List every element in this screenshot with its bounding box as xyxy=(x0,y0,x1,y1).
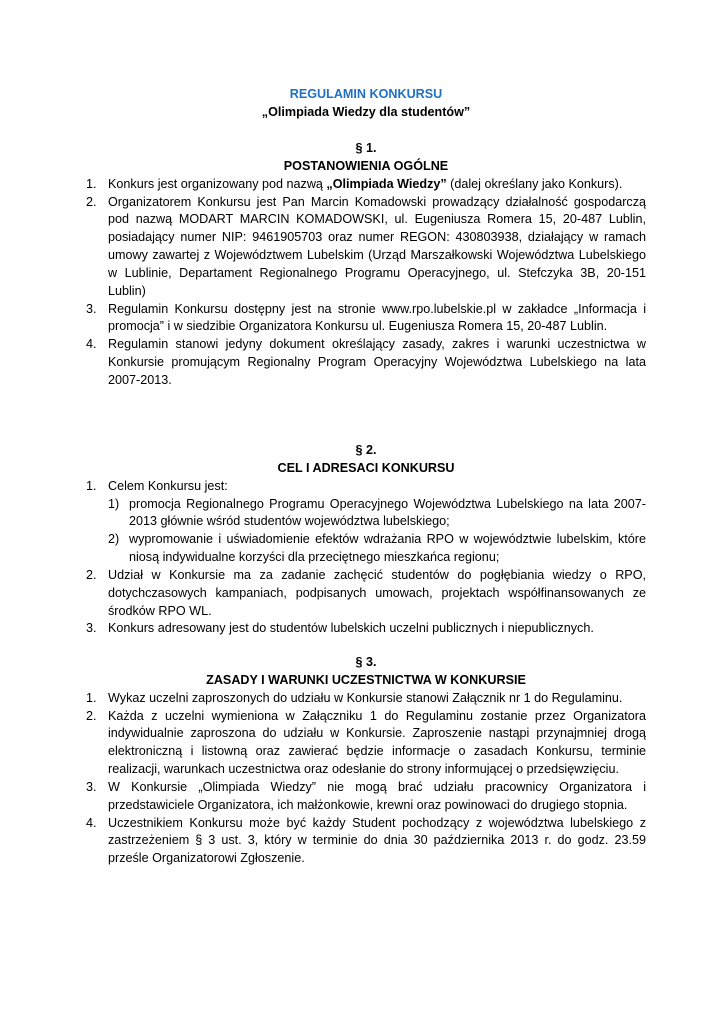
item-text: Konkurs jest organizowany pod nazwą xyxy=(108,176,327,191)
item-number: 2) xyxy=(108,532,120,547)
section-number: § 2. xyxy=(355,443,377,457)
item-text: Wykaz uczelni zaproszonych do udziału w Konkursie stanowi Załącznik nr 1 do Regulaminu. xyxy=(108,690,623,705)
item-number: 4. xyxy=(86,337,97,352)
document-header xyxy=(86,86,646,122)
section-1 xyxy=(86,140,646,390)
section-3 xyxy=(86,654,646,868)
list-item xyxy=(86,301,646,337)
list-item xyxy=(86,690,646,708)
item-number: 2. xyxy=(86,708,97,723)
item-number: 2. xyxy=(86,194,97,209)
list-item xyxy=(86,478,646,496)
item-text: Regulamin Konkursu dostępny jest na stronie www.rpo.lubelskie.pl w zakładce „Informacja i promocja” i w siedzibie Organizatora Konkursu ul. Eugeniusza Romera 15, 20-487 Lublin. xyxy=(108,301,646,334)
item-text: Udział w Konkursie ma za zadanie zachęcić studentów do pogłębiania wiedzy o RPO, dotychczasowych kampaniach, podpisanych umowach, projektach współfinansowanych ze środków RPO WL. xyxy=(108,567,646,618)
item-number: 1. xyxy=(86,176,97,191)
list-item xyxy=(86,620,646,638)
item-text: wypromowanie i uświadomienie efektów wdrażania RPO w województwie lubelskim, które niosą indywidualne korzyści dla przeciętnego mieszkańca regionu; xyxy=(129,532,646,565)
item-text: Uczestnikiem Konkursu może być każdy Student pochodzący z województwa lubelskiego z zastrzeżeniem § 3 ust. 3, który w terminie do dnia 30 października 2013 r. do godz. 23.59 prześle Organizatorowi Zgłoszenie. xyxy=(108,815,646,866)
document-subtitle: „Olimpiada Wiedzy dla studentów” xyxy=(261,104,471,119)
section-heading: ZASADY I WARUNKI UCZESTNICTWA W KONKURSIE xyxy=(206,672,526,687)
item-number: 2. xyxy=(86,567,97,582)
section-heading: CEL I ADRESACI KONKURSU xyxy=(277,460,455,475)
item-text: Regulamin stanowi jedyny dokument określający zasady, zakres i warunki uczestnictwa w Konkursie promującym Regionalny Program Operacyjny Województwa Lubelskiego na lata 2007-2013. xyxy=(108,337,646,387)
item-text: Organizatorem Konkursu jest Pan Marcin Komadowski prowadzący działalność gospodarczą pod nazwą MODART MARCIN KOMADOWSKI, ul. Eugeniusza Romera 15, 20-487 Lublin, posiadający numer NIP: 9461905703 oraz numer REGON: 430803938, działający w ramach umowy zawartej z Województwem Lubelskim (Urząd Marszałkowski Województwa Lubelskiego w Lublinie, Departament Regionalnego Programu Operacyjnego, ul. Stefczyka 3B, 20-151 Lublin) xyxy=(108,194,646,298)
list-item xyxy=(86,708,646,779)
list-item xyxy=(86,779,646,815)
section-heading: POSTANOWIENIA OGÓLNE xyxy=(283,158,449,173)
item-text: W Konkursie „Olimpiada Wiedzy” nie mogą brać udziału pracownicy Organizatora i przedstawiciele Organizatora, ich małżonkowie, krewni oraz powinowaci do drugiego stopnia. xyxy=(108,779,646,812)
item-number: 1) xyxy=(108,496,120,511)
list-item xyxy=(86,336,646,390)
item-number: 3. xyxy=(86,621,97,636)
sub-list-item xyxy=(86,531,646,567)
item-text: Konkurs adresowany jest do studentów lubelskich uczelni publicznych i niepublicznych. xyxy=(108,621,594,636)
list-item xyxy=(86,567,646,621)
item-number: 3. xyxy=(86,779,97,794)
item-number: 1. xyxy=(86,478,97,493)
section-2 xyxy=(86,442,646,638)
item-number: 3. xyxy=(86,301,97,316)
document-title: REGULAMIN KONKURSU xyxy=(289,87,443,101)
sub-list-item xyxy=(86,496,646,532)
list-item xyxy=(86,815,646,869)
section-number: § 1. xyxy=(355,141,377,155)
item-text: Celem Konkursu jest: xyxy=(108,478,228,493)
item-text: promocja Regionalnego Programu Operacyjnego Województwa Lubelskiego na lata 2007-2013 głównie wśród studentów województwa lubelskiego; xyxy=(129,496,646,529)
item-text: Każda z uczelni wymieniona w Załączniku 1 do Regulaminu zostanie przez Organizatora indywidualnie zaproszona do udziału w Konkursie. Zaproszenie nastąpi przynajmniej drogą elektroniczną i listowną oraz zawierać będzie informacje o zasadach Konkursu, terminie realizacji, warunkach uczestnictwa oraz odesłanie do strony informującej o przedsięwzięciu. xyxy=(108,708,646,777)
item-text: (dalej określany jako Konkurs). xyxy=(446,176,623,191)
section-number: § 3. xyxy=(355,655,377,669)
item-bold-text: „Olimpiada Wiedzy” xyxy=(326,176,447,191)
item-number: 4. xyxy=(86,815,97,830)
item-number: 1. xyxy=(86,690,97,705)
list-item xyxy=(86,194,646,301)
list-item xyxy=(86,176,646,194)
